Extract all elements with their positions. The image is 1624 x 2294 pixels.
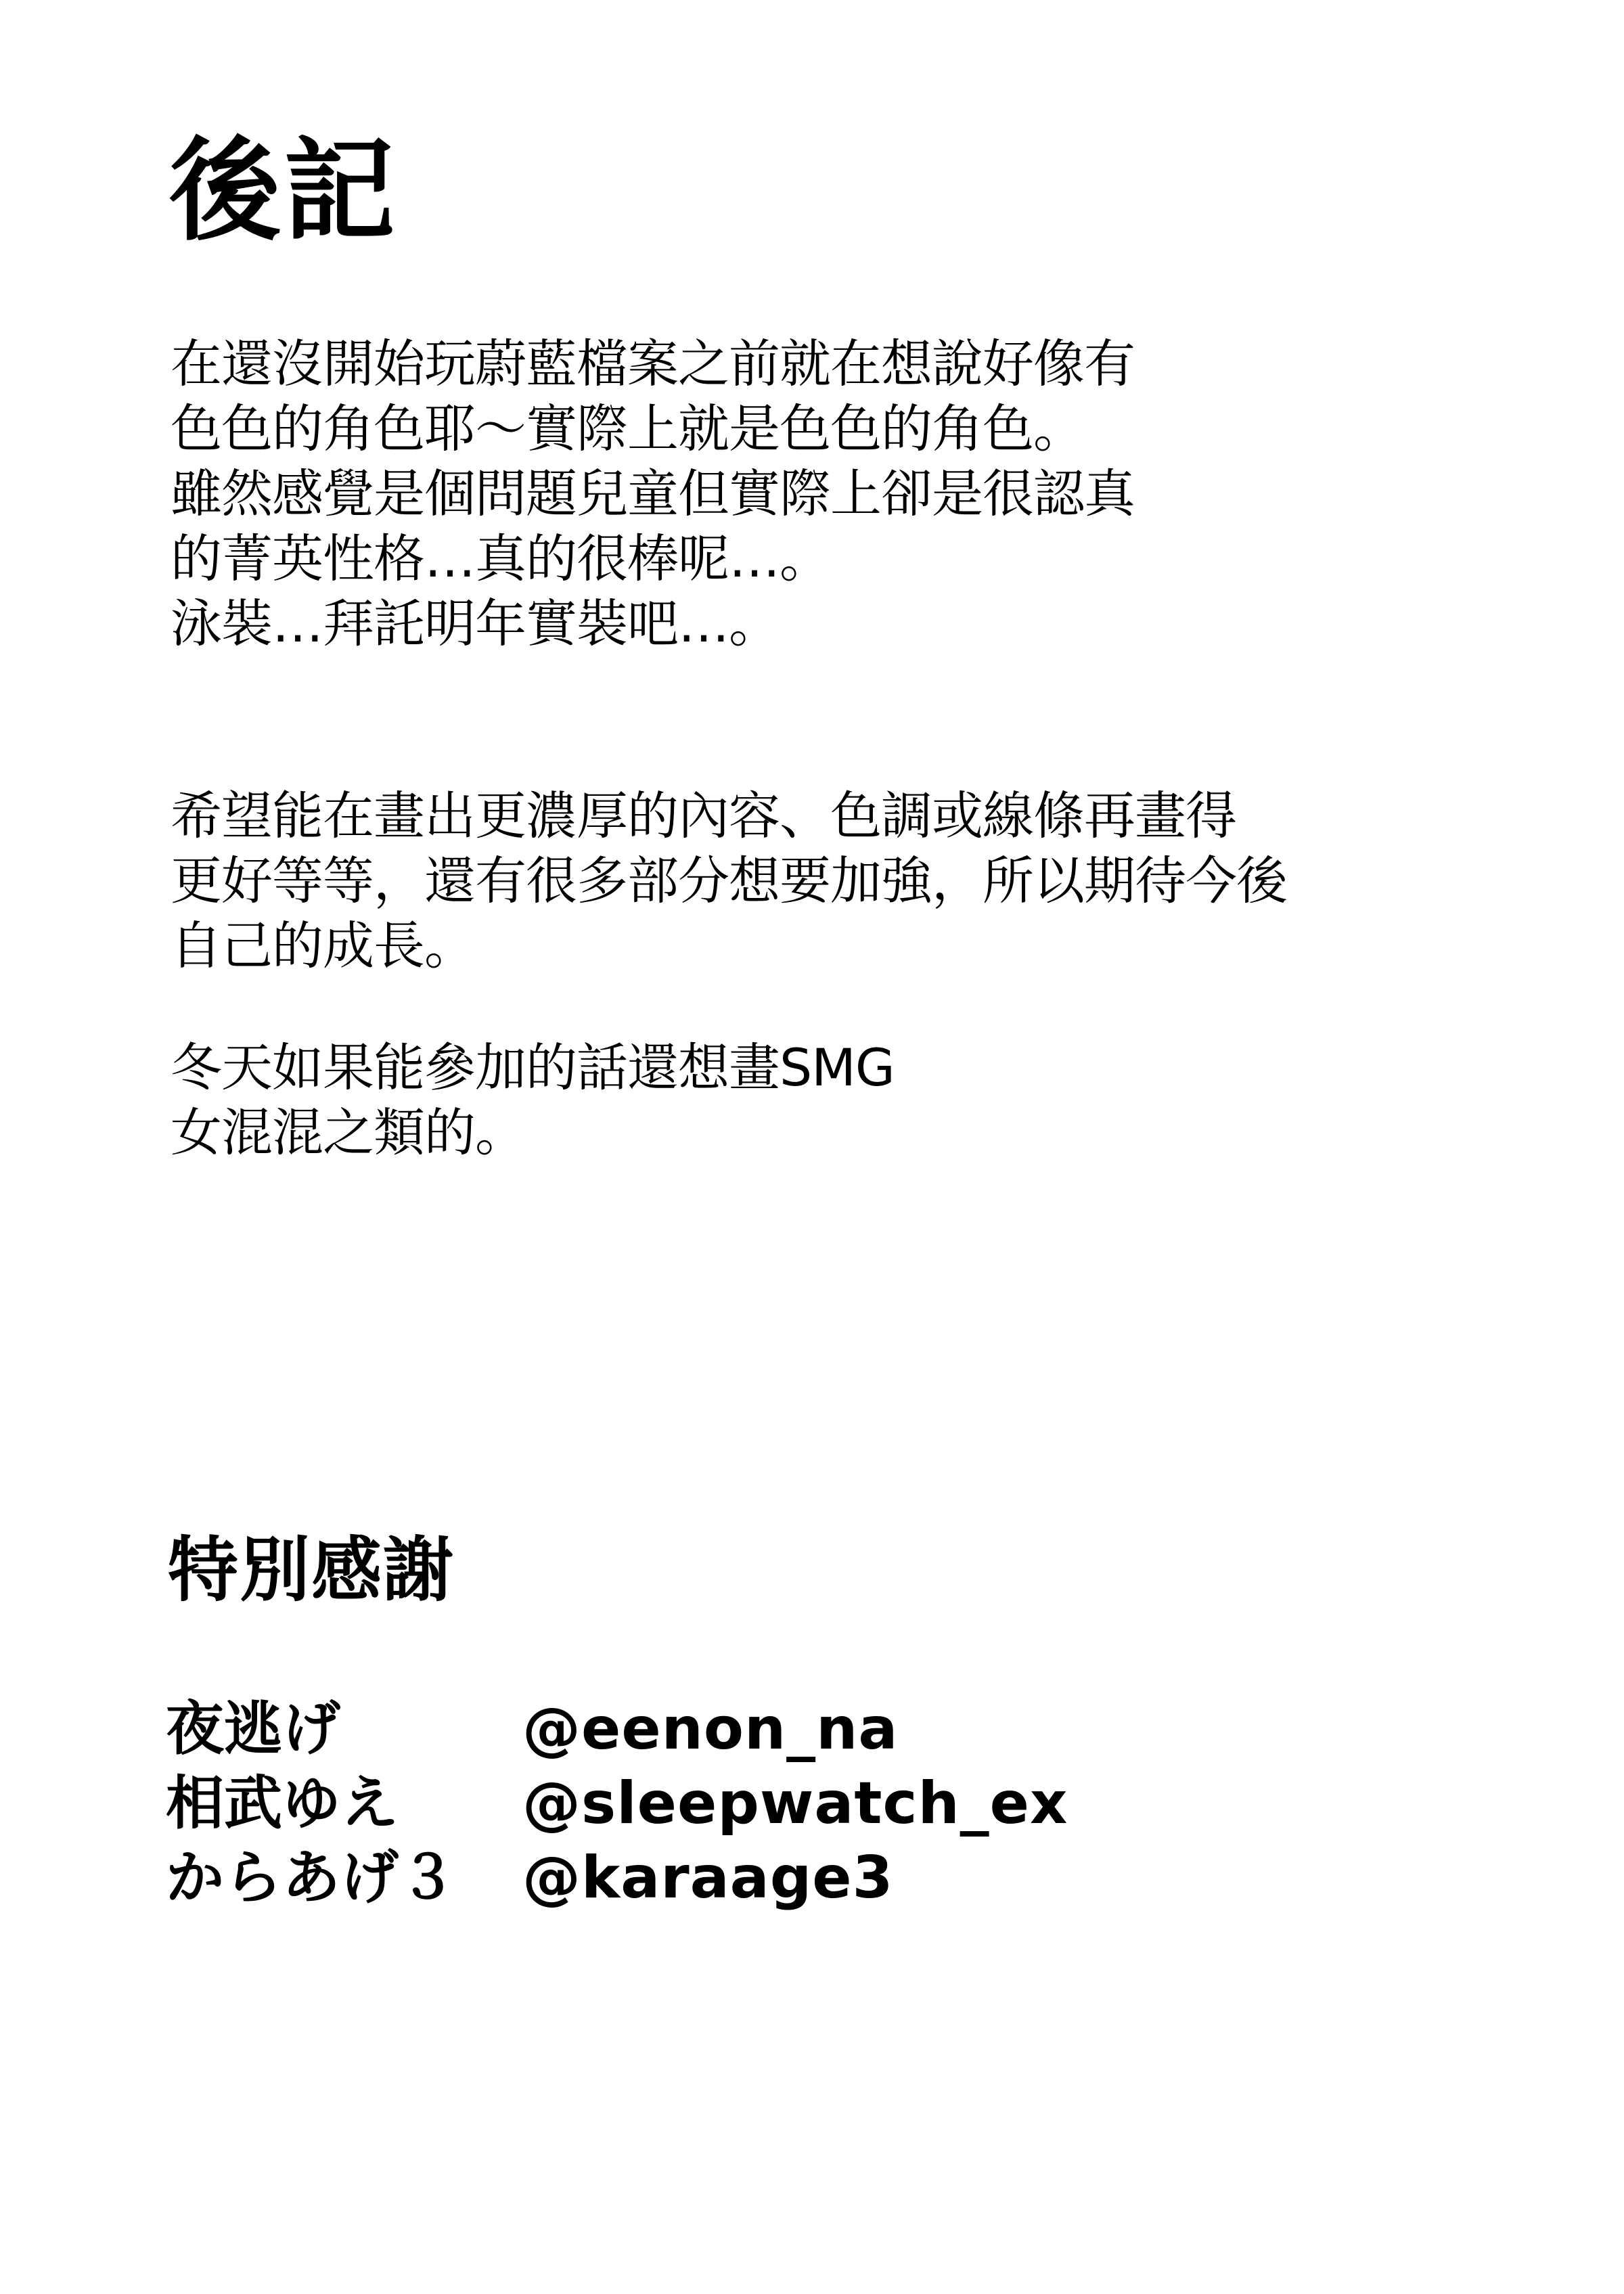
thanks-name: 夜逃げ [166, 1695, 340, 1763]
paragraph-line: 雖然感覺是個問題兒童但實際上卻是很認真 [171, 464, 1135, 524]
paragraph-line: 在還沒開始玩蔚藍檔案之前就在想說好像有 [171, 334, 1135, 394]
thanks-entry [166, 1692, 1316, 1766]
special-thanks-list [166, 1692, 1316, 1915]
paragraph-line: 希望能在畫出更濃厚的內容、色調或線條再畫得 [171, 786, 1236, 846]
paragraph-1 [171, 332, 1135, 656]
thanks-entry [166, 1766, 1316, 1841]
thanks-name: からあげ３ [166, 1844, 457, 1912]
paragraph-line: 泳裝…拜託明年實裝吧…。 [171, 593, 780, 654]
thanks-handle: @sleepwatch_ex [522, 1770, 1068, 1837]
special-thanks-heading: 特別感謝 [168, 1529, 455, 1611]
paragraph-line: 自己的成長。 [171, 916, 475, 976]
paragraph-3 [171, 1035, 895, 1165]
page-title: 後記 [169, 126, 398, 256]
paragraph-line: 冬天如果能參加的話還想畫SMG [171, 1037, 895, 1098]
thanks-entry [166, 1841, 1316, 1915]
paragraph-line: 更好等等，還有很多部分想要加強，所以期待今後 [171, 851, 1287, 911]
thanks-handle: @karaage3 [522, 1844, 894, 1912]
thanks-name: 相武ゆえ [166, 1770, 399, 1837]
paragraph-line: 女混混之類的。 [171, 1102, 526, 1163]
paragraph-2 [171, 784, 1287, 979]
thanks-handle: @eenon_na [522, 1695, 899, 1763]
paragraph-line: 色色的角色耶～實際上就是色色的角色。 [171, 399, 1084, 459]
paragraph-line: 的菁英性格…真的很棒呢…。 [171, 528, 830, 589]
